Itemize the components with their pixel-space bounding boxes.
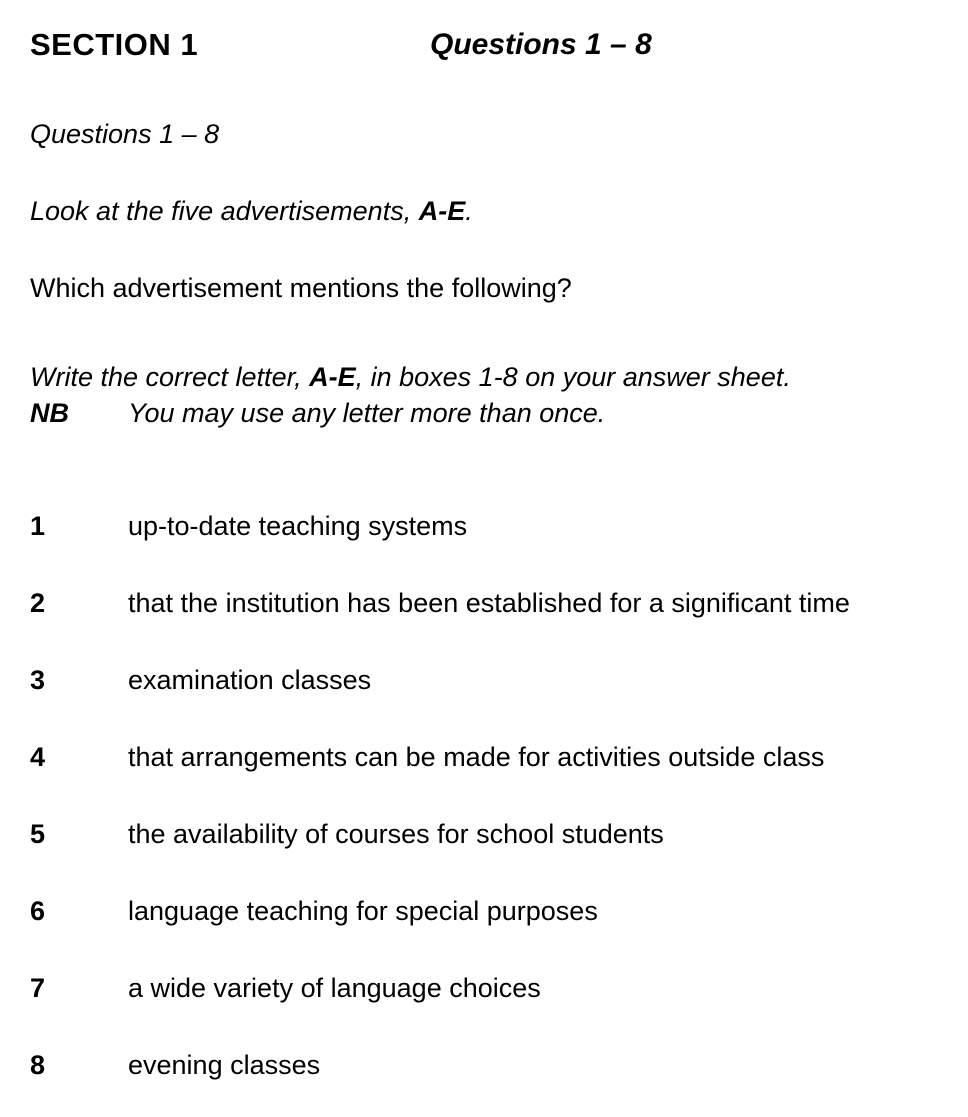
question-text: that arrangements can be made for activities outside class [128,742,825,772]
question-number: 3 [30,665,46,695]
question-row [30,740,948,774]
instruction-text-pre: Write the correct letter, [30,362,310,392]
header-questions-range: Questions 1 – 8 [430,28,652,61]
question-row [30,971,948,1005]
question-text: examination classes [128,665,372,695]
questions-range-subheading: Questions 1 – 8 [30,119,220,149]
instruction-text-post: , in boxes 1-8 on your answer sheet. [355,362,791,392]
intro-letters-range: A-E [418,196,466,226]
question-text: a wide variety of language choices [128,973,541,1003]
question-row [30,509,948,543]
question-row [30,663,948,697]
write-instruction-line [30,359,948,395]
nb-note-line [30,395,948,431]
question-row [30,817,948,851]
question-number: 5 [30,819,46,849]
question-text: up-to-date teaching systems [128,511,468,541]
question-number: 4 [30,742,46,772]
question-row [30,894,948,928]
question-number: 7 [30,973,46,1003]
intro-text-pre: Look at the five advertisements, [30,196,419,226]
question-number: 2 [30,588,46,618]
question-text: the availability of courses for school students [128,819,664,849]
questions-list [30,509,948,1082]
question-row [30,1048,948,1082]
question-number: 8 [30,1050,46,1080]
question-row [30,586,948,620]
question-number: 6 [30,896,46,926]
intro-text-post: . [465,196,473,226]
intro-line [30,195,948,228]
page-header [30,28,948,62]
question-text: language teaching for special purposes [128,896,598,926]
nb-text: You may use any letter more than once. [128,398,606,428]
question-text: that the institution has been established for a significant time [128,588,850,618]
instruction-letters-range: A-E [309,362,356,392]
instruction-block [30,359,948,431]
nb-label: NB [30,398,69,428]
question-text: evening classes [128,1050,321,1080]
task-prompt: Which advertisement mentions the following? [30,273,572,303]
question-number: 1 [30,511,46,541]
section-title: SECTION 1 [30,27,199,62]
